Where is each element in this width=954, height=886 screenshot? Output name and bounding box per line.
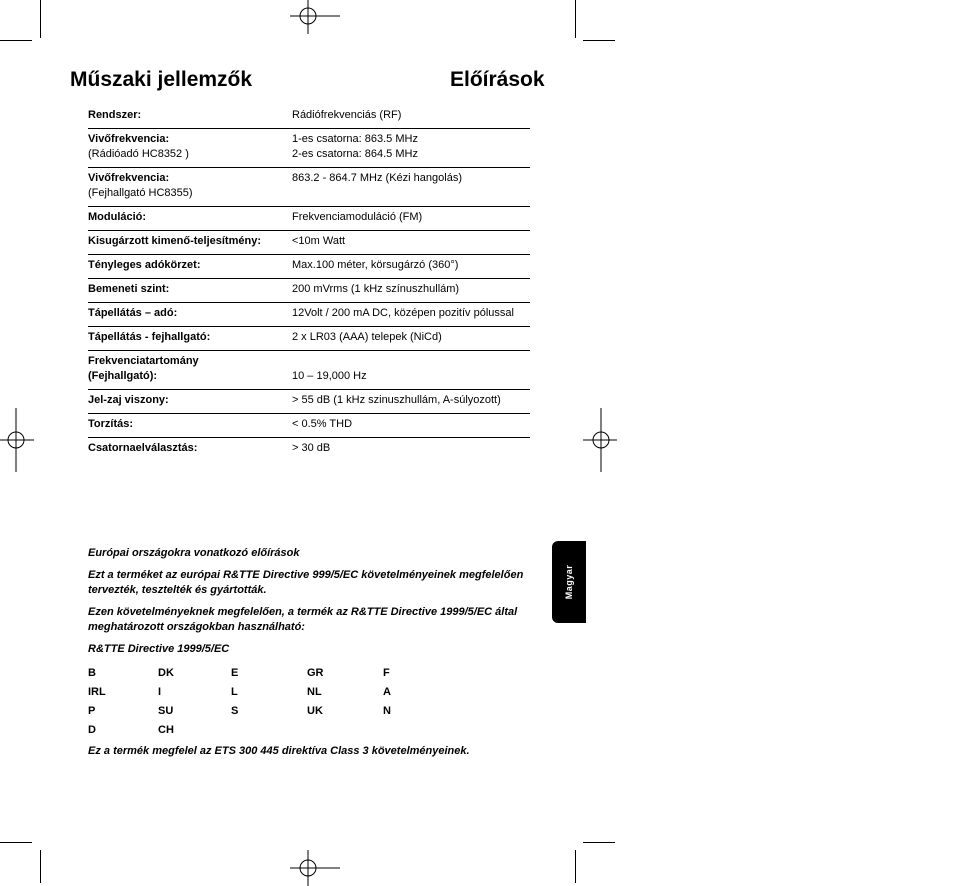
directive-name: R&TTE Directive 1999/5/EC <box>88 643 230 655</box>
spec-row <box>88 207 530 231</box>
spec-value: < 0.5% THD <box>292 418 353 430</box>
country-code: E <box>231 667 239 679</box>
spec-value: 1-es csatorna: 863.5 MHz <box>292 133 418 145</box>
spec-label: Rendszer: <box>88 109 142 121</box>
spec-label: Vivőfrekvencia: <box>88 172 170 184</box>
country-code: UK <box>307 705 323 717</box>
regulations-section <box>88 546 548 766</box>
crop-mark <box>40 850 41 883</box>
spec-label: Jel-zaj viszony: <box>88 394 169 406</box>
spec-label: Csatornaelválasztás: <box>88 442 198 454</box>
spec-label: Tápellátás – adó: <box>88 307 178 319</box>
registration-mark-bottom <box>290 850 326 886</box>
country-code: P <box>88 705 96 717</box>
spec-value: > 30 dB <box>292 442 331 454</box>
crop-mark <box>575 850 576 883</box>
country-code <box>231 724 307 736</box>
page-title-regulations: Előírások <box>450 68 545 91</box>
country-code: F <box>383 667 390 679</box>
registration-mark-top <box>290 0 326 36</box>
spec-row <box>88 255 530 279</box>
spec-label: Kisugárzott kimenő-teljesítmény: <box>88 235 261 247</box>
country-list <box>88 667 548 736</box>
country-code: D <box>88 724 96 736</box>
spec-row <box>88 414 530 438</box>
language-tab-label: Magyar <box>564 564 574 600</box>
country-code: L <box>231 686 238 698</box>
registration-mark-left <box>0 408 36 472</box>
country-code: DK <box>158 667 174 679</box>
spec-row <box>88 129 530 168</box>
country-code: NL <box>307 686 322 698</box>
spec-value: 10 – 19,000 Hz <box>292 370 367 382</box>
regulations-heading: Európai országokra vonatkozó előírások <box>88 547 300 559</box>
crop-mark <box>0 842 32 843</box>
country-code: SU <box>158 705 174 717</box>
country-code: S <box>231 705 239 717</box>
spec-sublabel: (Fejhallgató HC8355) <box>88 187 193 199</box>
spec-row <box>88 351 530 390</box>
spec-label: Bemeneti szint: <box>88 283 170 295</box>
spec-label: Vivőfrekvencia: <box>88 133 170 145</box>
spec-row <box>88 231 530 255</box>
spec-row <box>88 168 530 207</box>
spec-label: (Fejhallgató): <box>88 370 158 382</box>
spec-label: Torzítás: <box>88 418 134 430</box>
crop-mark <box>575 0 576 38</box>
spec-row <box>88 303 530 327</box>
country-code <box>383 724 423 736</box>
spec-value: 2 x LR03 (AAA) telepek (NiCd) <box>292 331 442 343</box>
spec-label: Frekvenciatartomány <box>88 355 199 367</box>
spec-value: 2-es csatorna: 864.5 MHz <box>292 148 418 160</box>
crop-mark <box>583 40 615 41</box>
regulations-paragraph: Ezen követelményeknek megfelelően, a termék az R&TTE Directive 1999/5/EC által meghatározott országokban használható: <box>88 606 518 633</box>
spec-value: Max.100 méter, körsugárzó (360°) <box>292 259 459 271</box>
spec-value: 863.2 - 864.7 MHz (Kézi hangolás) <box>292 172 462 184</box>
country-code: B <box>88 667 96 679</box>
spec-value: Rádiófrekvenciás (RF) <box>292 109 402 121</box>
country-code: IRL <box>88 686 106 698</box>
crop-mark <box>583 842 615 843</box>
spec-row <box>88 279 530 303</box>
spec-row <box>88 105 530 129</box>
country-code: N <box>383 705 391 717</box>
regulations-paragraph: Ezt a terméket az európai R&TTE Directive 999/5/EC követelményeinek megfelelően tervezték, tesztelték és gyártották. <box>88 569 524 596</box>
spec-table <box>88 105 530 461</box>
spec-sublabel: (Rádióadó HC8352 ) <box>88 148 189 160</box>
country-code: CH <box>158 724 174 736</box>
spec-label: Tápellátás - fejhallgató: <box>88 331 211 343</box>
spec-label: Moduláció: <box>88 211 147 223</box>
crop-mark <box>40 0 41 38</box>
language-tab <box>552 541 586 623</box>
registration-mark-right <box>583 408 619 472</box>
country-code: I <box>158 686 162 698</box>
spec-value: > 55 dB (1 kHz szinuszhullám, A-súlyozott) <box>292 394 501 406</box>
spec-row <box>88 327 530 351</box>
spec-value: 200 mVrms (1 kHz színuszhullám) <box>292 283 460 295</box>
spec-value: Frekvenciamoduláció (FM) <box>292 211 423 223</box>
country-code <box>307 724 383 736</box>
crop-mark <box>0 40 32 41</box>
country-code: A <box>383 686 391 698</box>
compliance-statement: Ez a termék megfelel az ETS 300 445 direktíva Class 3 követelményeinek. <box>88 745 470 757</box>
spec-label: Tényleges adókörzet: <box>88 259 201 271</box>
spec-value: 12Volt / 200 mA DC, középen pozitív pólussal <box>292 307 514 319</box>
spec-value: <10m Watt <box>292 235 346 247</box>
spec-row <box>88 438 530 461</box>
country-code: GR <box>307 667 324 679</box>
page-title-specs: Műszaki jellemzők <box>70 68 253 91</box>
spec-row <box>88 390 530 414</box>
